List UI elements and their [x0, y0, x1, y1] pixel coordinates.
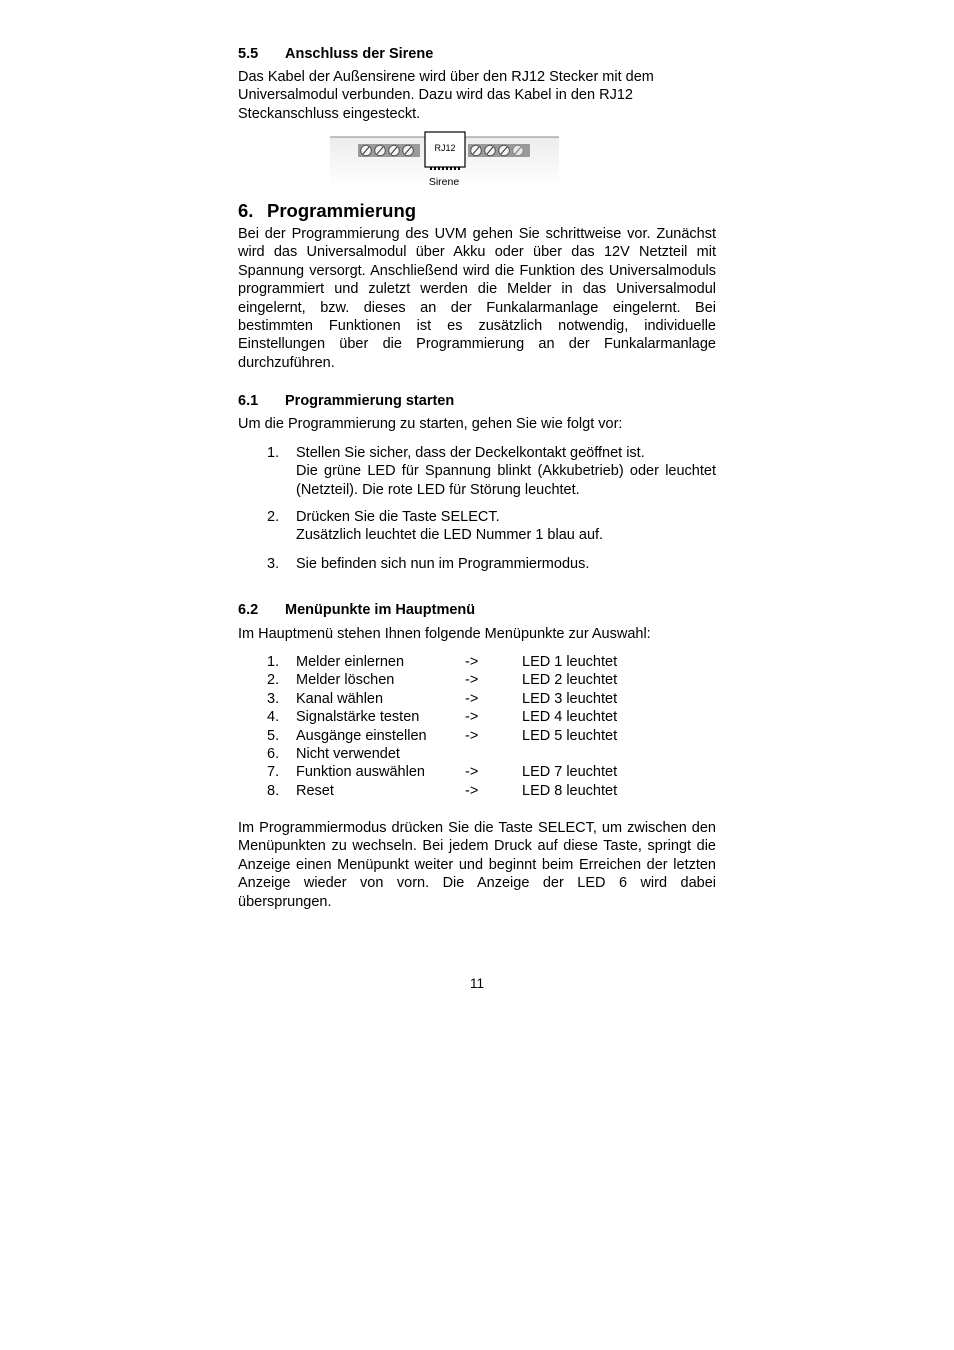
- led-indicator: LED 2 leuchtet: [522, 672, 618, 689]
- menu-number: 8.: [267, 782, 280, 799]
- section-title: Programmierung starten: [285, 393, 455, 409]
- list-item-text: Stellen Sie sicher, dass der Deckelkontakt geöffnet ist.: [296, 445, 645, 461]
- arrow: ->: [465, 727, 479, 744]
- section-6-2-outro: Im Programmiermodus drücken Sie die Taste SELECT, um zwischen den Menüpunkten zu wechseln. Bei jedem Druck auf diese Taste, springt die Anzeige einen Menüpunkt weiter und beginnt beim Erreichen der letzten Anzeige wieder von vorn. Die Anzeige der LED 6 wird dabei übersprungen.: [238, 820, 716, 910]
- section-number: 6.: [238, 200, 254, 221]
- menu-number: 3.: [267, 690, 280, 707]
- rj12-label: RJ12: [434, 143, 456, 153]
- page-number: 11: [469, 976, 484, 991]
- led-indicator: LED 8 leuchtet: [522, 782, 618, 799]
- menu-label: Melder löschen: [296, 672, 395, 689]
- led-indicator: LED 4 leuchtet: [522, 709, 618, 726]
- menu-label: Funktion auswählen: [296, 764, 425, 781]
- arrow: ->: [465, 654, 479, 670]
- left-screw-terminals: [358, 144, 420, 157]
- list-item-number: 1.: [267, 445, 280, 461]
- table-row: [267, 763, 716, 781]
- table-row: [267, 727, 716, 745]
- menu-label: Melder einlernen: [296, 654, 405, 670]
- list-item-subtext: Die grüne LED für Spannung blinkt (Akkubetrieb) oder leuchtet (Netzteil). Die rote LED für Störung leuchtet.: [296, 463, 716, 498]
- table-row: [267, 745, 716, 763]
- menu-label: Ausgänge einstellen: [296, 727, 427, 744]
- section-6-1-intro: Um die Programmierung zu starten, gehen Sie wie folgt vor:: [238, 416, 623, 432]
- section-5-5-text: Das Kabel der Außensirene wird über den RJ12 Stecker mit dem Universalmodul verbunden. Dazu wird das Kabel in den RJ12 Steckanschluss eingesteckt.: [238, 69, 654, 122]
- menu-number: 6.: [267, 746, 280, 762]
- rj12-connector-figure: [330, 130, 560, 188]
- section-heading-6-1: [238, 392, 454, 410]
- menu-number: 7.: [267, 764, 280, 781]
- list-item-number: 3.: [267, 556, 280, 572]
- terminal-block-illustration: [330, 130, 560, 188]
- section-title: Anschluss der Sirene: [285, 46, 434, 62]
- section-title: Programmierung: [267, 200, 417, 221]
- menu-label: Kanal wählen: [296, 690, 384, 707]
- section-6-2-intro: Im Hauptmenü stehen Ihnen folgende Menüpunkte zur Auswahl:: [238, 626, 651, 642]
- section-heading-6: [238, 200, 416, 222]
- section-title: Menüpunkte im Hauptmenü: [285, 602, 476, 618]
- led-indicator: LED 7 leuchtet: [522, 764, 618, 781]
- menu-label: Reset: [296, 782, 334, 799]
- arrow: ->: [465, 782, 479, 799]
- menu-number: 1.: [267, 654, 280, 670]
- list-item-subtext: Zusätzlich leuchtet die LED Nummer 1 blau auf.: [296, 527, 604, 544]
- sirene-caption: Sirene: [428, 176, 460, 188]
- list-item-number: 2.: [267, 509, 280, 525]
- led-indicator: LED 3 leuchtet: [522, 690, 618, 707]
- menu-number: 4.: [267, 709, 280, 726]
- menu-label: Nicht verwendet: [296, 746, 400, 762]
- led-indicator: LED 5 leuchtet: [522, 727, 618, 744]
- table-row: [267, 708, 716, 726]
- section-heading-6-2: [238, 601, 475, 619]
- arrow: ->: [465, 690, 479, 707]
- list-item-text: Sie befinden sich nun im Programmiermodus.: [296, 556, 590, 572]
- table-row: [267, 690, 716, 708]
- section-6-text: Bei der Programmierung des UVM gehen Sie schrittweise vor. Zunächst wird das Universalmodul über Akku oder über das 12V Netzteil mit Spannung versorgt. Anschließend wird die Funktion des Universalmoduls programmiert und zuletzt werden die Melder in das Universalmodul eingelernt, bzw. dieses an der Funkalarmanlage eingelernt. Bei bestimmten Funktionen ist es zusätzlich notwendig, individuelle Einstellungen über die Programmierung an der Funkalarmanlage durchzuführen.: [238, 226, 716, 371]
- section-number: 5.5: [238, 46, 259, 62]
- menu-number: 5.: [267, 727, 280, 744]
- menu-number: 2.: [267, 672, 280, 689]
- list-item-text: Drücken Sie die Taste SELECT.: [296, 509, 500, 525]
- arrow: ->: [465, 709, 479, 726]
- right-screw-terminals: [468, 144, 530, 157]
- table-row: [267, 782, 716, 800]
- led-indicator: LED 1 leuchtet: [522, 654, 618, 670]
- arrow: ->: [465, 672, 479, 689]
- section-heading-5-5: [238, 45, 433, 63]
- section-number: 6.2: [238, 602, 259, 618]
- arrow: ->: [465, 764, 479, 781]
- section-number: 6.1: [238, 393, 259, 409]
- table-row: [267, 671, 716, 689]
- table-row: [267, 653, 716, 671]
- menu-label: Signalstärke testen: [296, 709, 420, 726]
